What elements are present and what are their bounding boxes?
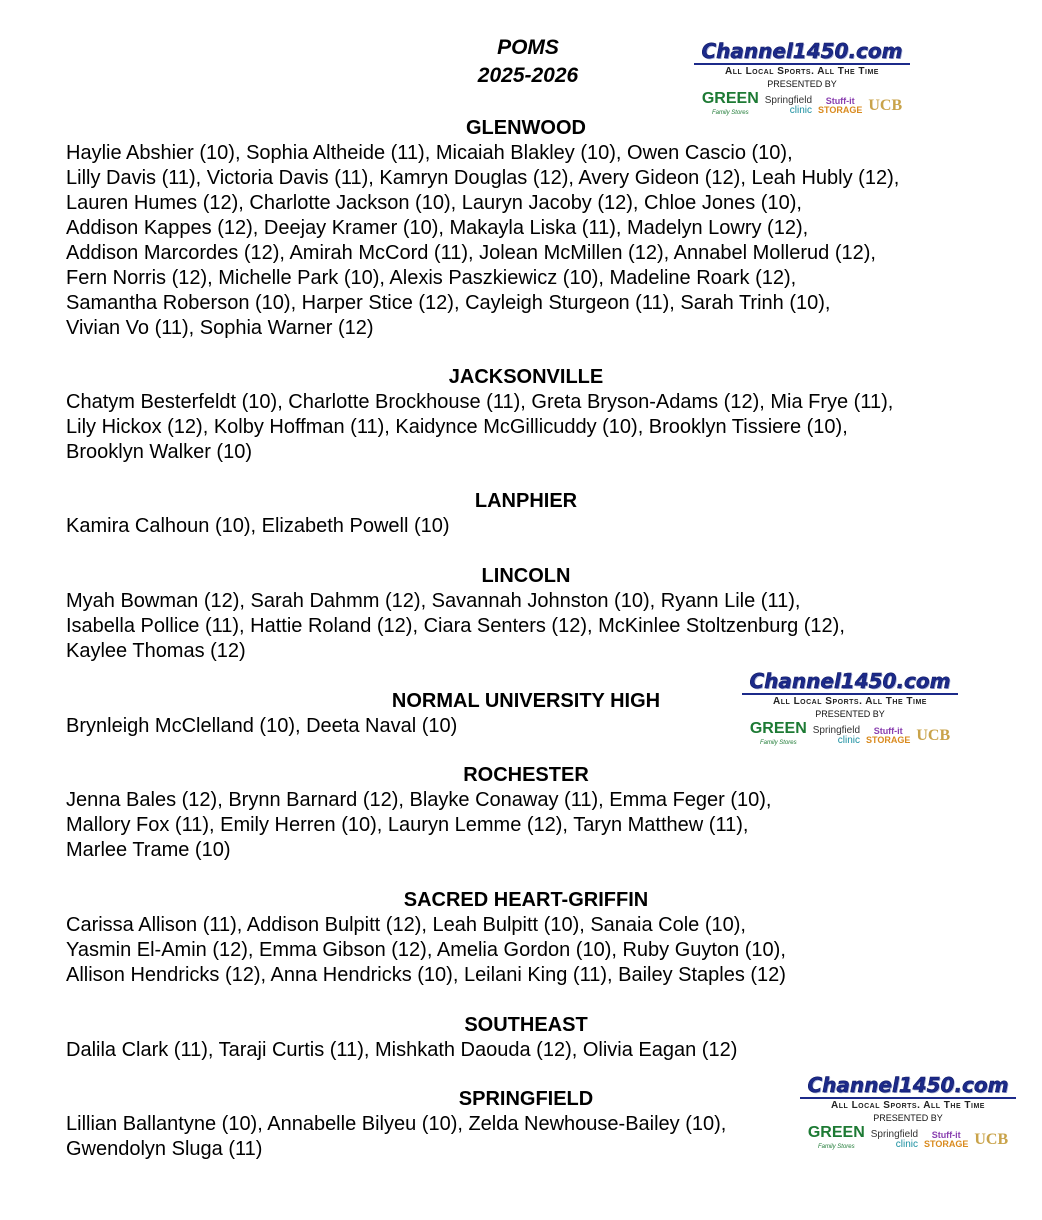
logo-presented-by: PRESENTED BY	[815, 709, 885, 719]
logo-brand: Channel1450.com	[749, 669, 951, 693]
springfield-clinic-logo: Springfield clinic	[870, 1129, 919, 1150]
green-sponsor-logo: GREEN Family Stores	[807, 1124, 865, 1150]
document-title	[420, 34, 636, 90]
logo-presented-by: PRESENTED BY	[767, 79, 837, 89]
school-section-southeast	[66, 1013, 986, 1063]
logo-presented-by: PRESENTED BY	[873, 1113, 943, 1123]
school-roster: Carissa Allison (11), Addison Bulpitt (12), Leah Bulpitt (10), Sanaia Cole (10), Yasmin El-Amin (12), Emma Gibson (12), Amelia Gordon (10), Ruby Guyton (10), Allison Hendricks (12), Anna Hendricks (10), Leilani King (11), Bailey Staples (12)	[66, 914, 786, 986]
season-label: 2025-2026	[477, 64, 579, 87]
ucb-logo: UCB	[916, 727, 951, 744]
school-name: GLENWOOD	[466, 117, 586, 139]
springfield-clinic-logo: Springfield clinic	[812, 725, 861, 746]
school-name: JACKSONVILLE	[448, 366, 604, 388]
school-roster: Lillian Ballantyne (10), Annabelle Bilyeu (10), Zelda Newhouse-Bailey (10), Gwendolyn Sluga (11)	[66, 1113, 727, 1160]
ucb-logo: UCB	[974, 1131, 1009, 1148]
school-roster: Haylie Abshier (10), Sophia Altheide (11), Micaiah Blakley (10), Owen Cascio (10), Lilly Davis (11), Victoria Davis (11), Kamryn Douglas (12), Avery Gideon (12), Leah Hubly (12), Lauren Humes (12), Charlotte Jackson (10), Lauryn Jacoby (12), Chloe Jones (10), Addison Kappes (12), Deejay Kramer (10), Makayla Liska (11), Madelyn Lowry (12), Addison Marcordes (12), Amirah McCord (11), Jolean McMillen (12), Annabel Mollerud (12), Fern Norris (12), Michelle Park (10), Alexis Paszkiewicz (10), Madeline Roark (12), Samantha Roberson (10), Harper Stice (12), Cayleigh Sturgeon (11), Sarah Trinh (10), Vivian Vo (11), Sophia Warner (12)	[66, 142, 900, 339]
school-roster: Myah Bowman (12), Sarah Dahmm (12), Savannah Johnston (10), Ryann Lile (11), Isabella Pollice (11), Hattie Roland (12), Ciara Senters (12), McKinlee Stoltzenburg (12), Kaylee Thomas (12)	[66, 590, 845, 662]
school-section-normal-university-high	[66, 689, 986, 739]
school-section-rochester	[66, 763, 986, 863]
school-name: ROCHESTER	[463, 764, 589, 786]
green-sponsor-logo: GREEN Family Stores	[749, 720, 807, 746]
school-roster: Brynleigh McClelland (10), Deeta Naval (10)	[66, 715, 458, 737]
logo-tagline: All Local Sports. All The Time	[831, 1100, 985, 1111]
stuff-it-storage-logo: Stuff-it STORAGE	[866, 726, 911, 745]
school-roster: Kamira Calhoun (10), Elizabeth Powell (10)	[66, 515, 450, 537]
school-roster: Chatym Besterfeldt (10), Charlotte Brockhouse (11), Greta Bryson-Adams (12), Mia Frye (11), Lily Hickox (12), Kolby Hoffman (11), Kaidynce McGillicuddy (10), Brooklyn Tissiere (10), Brooklyn Walker (10)	[66, 391, 894, 463]
logo-brand: Channel1450.com	[701, 39, 903, 63]
logo-tagline: All Local Sports. All The Time	[725, 66, 879, 77]
school-section-jacksonville	[66, 365, 986, 465]
sport-title: POMS	[497, 36, 559, 59]
logo-brand: Channel1450.com	[807, 1073, 1009, 1097]
school-section-glenwood	[66, 116, 986, 341]
school-roster: Jenna Bales (12), Brynn Barnard (12), Blayke Conaway (11), Emma Feger (10), Mallory Fox (11), Emily Herren (10), Lauryn Lemme (12), Taryn Matthew (11), Marlee Trame (10)	[66, 789, 772, 861]
school-roster: Dalila Clark (11), Taraji Curtis (11), Mishkath Daouda (12), Olivia Eagan (12)	[66, 1039, 738, 1061]
school-section-lincoln	[66, 564, 986, 664]
channel1450-logo	[682, 40, 922, 120]
logo-tagline: All Local Sports. All The Time	[773, 696, 927, 707]
stuff-it-storage-logo: Stuff-it STORAGE	[818, 96, 863, 115]
school-section-sacred-heart-griffin	[66, 888, 986, 988]
school-section-springfield	[66, 1087, 986, 1162]
stuff-it-storage-logo: Stuff-it STORAGE	[924, 1130, 969, 1149]
school-section-lanphier	[66, 489, 986, 539]
school-name: LANPHIER	[474, 490, 578, 512]
green-sponsor-logo: GREEN Family Stores	[701, 90, 759, 116]
school-name: LINCOLN	[481, 565, 571, 587]
school-name: SOUTHEAST	[464, 1014, 588, 1036]
school-name: SPRINGFIELD	[458, 1088, 594, 1110]
logo-divider	[694, 63, 910, 65]
ucb-logo: UCB	[868, 97, 903, 114]
springfield-clinic-logo: Springfield clinic	[764, 95, 813, 116]
school-name: SACRED HEART-GRIFFIN	[403, 889, 649, 911]
school-name: NORMAL UNIVERSITY HIGH	[391, 690, 661, 712]
